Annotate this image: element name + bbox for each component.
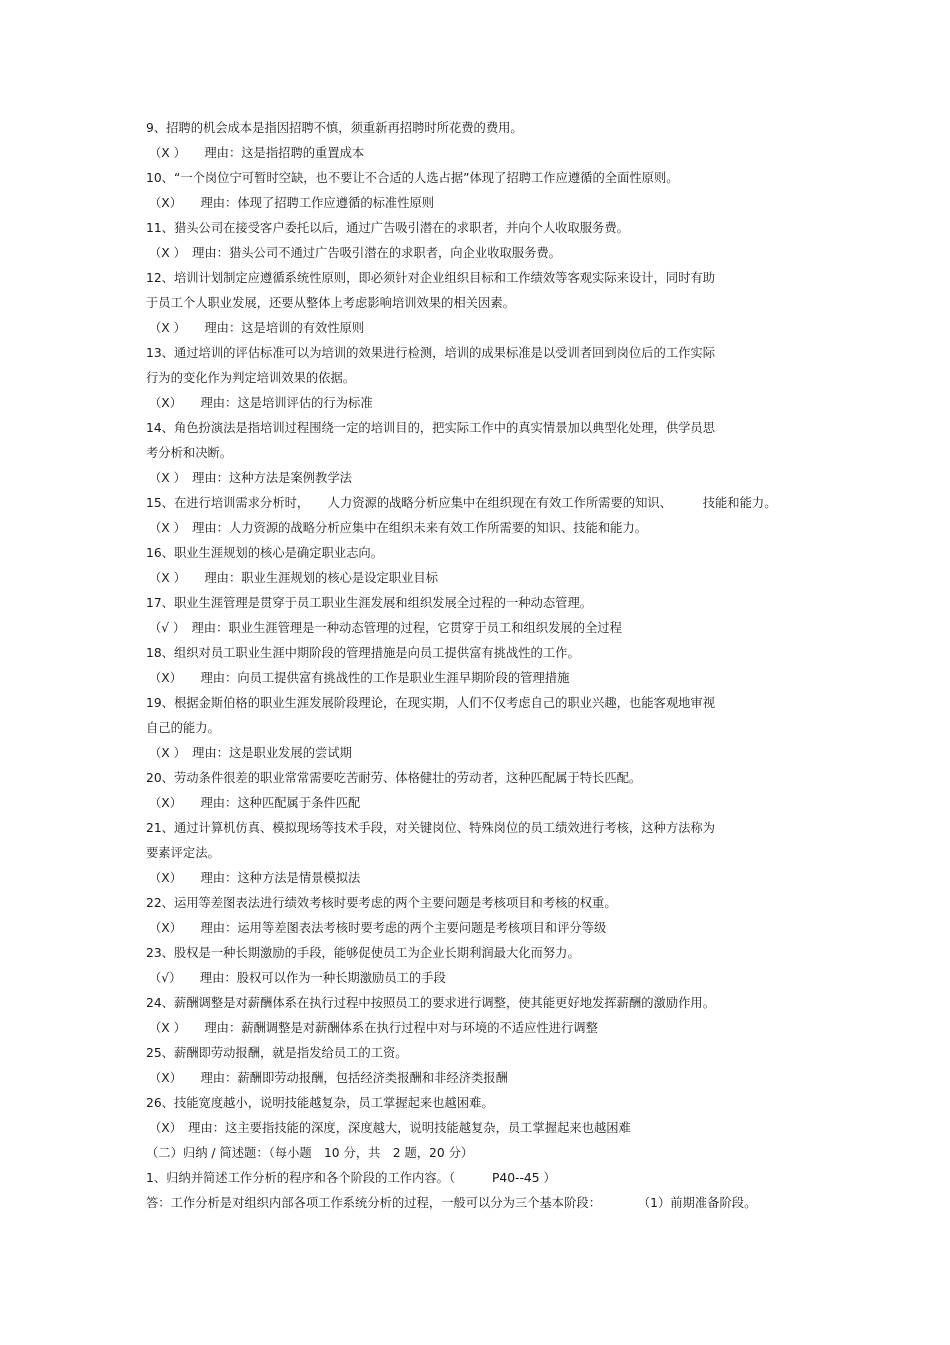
question-12: 12、培训计划制定应遵循系统性原则，即必须针对企业组织目标和工作绩效等客观实际来设计，同时有助 [146, 271, 716, 285]
answer-11: （X ） 理由：猎头公司不通过广告吸引潜在的求职者，向企业收取服务费。 [149, 246, 561, 260]
question-10: 10、“一个岗位宁可暂时空缺，也不要让不合适的人选占据”体现了招聘工作应遵循的全面性原则。 [146, 171, 679, 185]
answer-10: （X） 理由：体现了招聘工作应遵循的标准性原则 [149, 196, 435, 210]
question-13-cont: 行为的变化作为判定培训效果的依据。 [146, 371, 356, 385]
question-13: 13、通过培训的评估标准可以为培训的效果进行检测，培训的成果标准是以受训者回到岗位后的工作实际 [146, 346, 716, 360]
answer-24: （X ） 理由：薪酬调整是对薪酬体系在执行过程中对与环境的不适应性进行调整 [149, 1021, 598, 1035]
question-19-cont: 自己的能力。 [146, 721, 220, 735]
answer-26: （X） 理由：这主要指技能的深度，深度越大，说明技能越复杂，员工掌握起来也越困难 [149, 1121, 631, 1135]
answer-17: （√ ） 理由：职业生涯管理是一种动态管理的过程，它贯穿于员工和组织发展的全过程 [149, 621, 622, 635]
answer-19: （X ） 理由：这是职业发展的尝试期 [149, 746, 352, 760]
question-12-cont: 于员工个人职业发展，还要从整体上考虑影响培训效果的相关因素。 [146, 296, 515, 310]
question-14-cont: 考分析和决断。 [146, 446, 233, 460]
answer-16: （X ） 理由：职业生涯规划的核心是设定职业目标 [149, 571, 439, 585]
section-heading: （二）归纳 / 简述题：（每小题 10 分，共 2 题，20 分） [146, 1146, 474, 1160]
answer-9: （X ） 理由：这是指招聘的重置成本 [149, 146, 365, 160]
question-19: 19、根据金斯伯格的职业生涯发展阶段理论，在现实期，人们不仅考虑自己的职业兴趣，也能客观地审视 [146, 696, 716, 710]
document-body [146, 116, 806, 1216]
question-9: 9、招聘的机会成本是指因招聘不慎，须重新再招聘时所花费的费用。 [146, 121, 523, 135]
question-11: 11、猎头公司在接受客户委托以后，通过广告吸引潜在的求职者，并向个人收取服务费。 [146, 221, 629, 235]
answer-21: （X） 理由：这种方法是情景模拟法 [149, 871, 361, 885]
question-26: 26、技能宽度越小，说明技能越复杂，员工掌握起来也越困难。 [146, 1096, 494, 1110]
essay-answer-1: 答：工作分析是对组织内部各项工作系统分析的过程，一般可以分为三个基本阶段： （1）前期准备阶段。 [146, 1196, 757, 1210]
answer-18: （X） 理由：向员工提供富有挑战性的工作是职业生涯早期阶段的管理措施 [149, 671, 570, 685]
question-21: 21、通过计算机仿真、模拟现场等技术手段，对关键岗位、特殊岗位的员工绩效进行考核，这种方法称为 [146, 821, 716, 835]
question-15: 15、在进行培训需求分析时， 人力资源的战略分析应集中在组织现在有效工作所需要的知识、 技能和能力。 [146, 496, 777, 510]
answer-15: （X ） 理由：人力资源的战略分析应集中在组织未来有效工作所需要的知识、技能和能力。 [149, 521, 648, 535]
question-23: 23、股权是一种长期激励的手段，能够促使员工为企业长期利润最大化而努力。 [146, 946, 580, 960]
answer-22: （X） 理由：运用等差图表法考核时要考虑的两个主要问题是考核项目和评分等级 [149, 921, 607, 935]
answer-13: （X） 理由：这是培训评估的行为标准 [149, 396, 373, 410]
answer-23: （√） 理由：股权可以作为一种长期激励员工的手段 [149, 971, 446, 985]
question-17: 17、职业生涯管理是贯穿于员工职业生涯发展和组织发展全过程的一种动态管理。 [146, 596, 593, 610]
answer-20: （X） 理由：这种匹配属于条件匹配 [149, 796, 361, 810]
question-18: 18、组织对员工职业生涯中期阶段的管理措施是向员工提供富有挑战性的工作。 [146, 646, 580, 660]
question-24: 24、薪酬调整是对薪酬体系在执行过程中按照员工的要求进行调整，使其能更好地发挥薪酬的激励作用。 [146, 996, 716, 1010]
question-14: 14、角色扮演法是指培训过程围绕一定的培训目的，把实际工作中的真实情景加以典型化处理，供学员思 [146, 421, 716, 435]
question-16: 16、职业生涯规划的核心是确定职业志向。 [146, 546, 383, 560]
question-25: 25、薪酬即劳动报酬，就是指发给员工的工资。 [146, 1046, 408, 1060]
answer-12: （X ） 理由：这是培训的有效性原则 [149, 321, 365, 335]
answer-25: （X） 理由：薪酬即劳动报酬，包括经济类报酬和非经济类报酬 [149, 1071, 508, 1085]
answer-14: （X ） 理由：这种方法是案例教学法 [149, 471, 352, 485]
question-20: 20、劳动条件很差的职业常常需要吃苦耐劳、体格健壮的劳动者，这种匹配属于特长匹配。 [146, 771, 642, 785]
question-22: 22、运用等差图表法进行绩效考核时要考虑的两个主要问题是考核项目和考核的权重。 [146, 896, 617, 910]
essay-question-1: 1、归纳并简述工作分析的程序和各个阶段的工作内容。（ P40--45 ） [146, 1171, 556, 1185]
question-21-cont: 要素评定法。 [146, 846, 220, 860]
